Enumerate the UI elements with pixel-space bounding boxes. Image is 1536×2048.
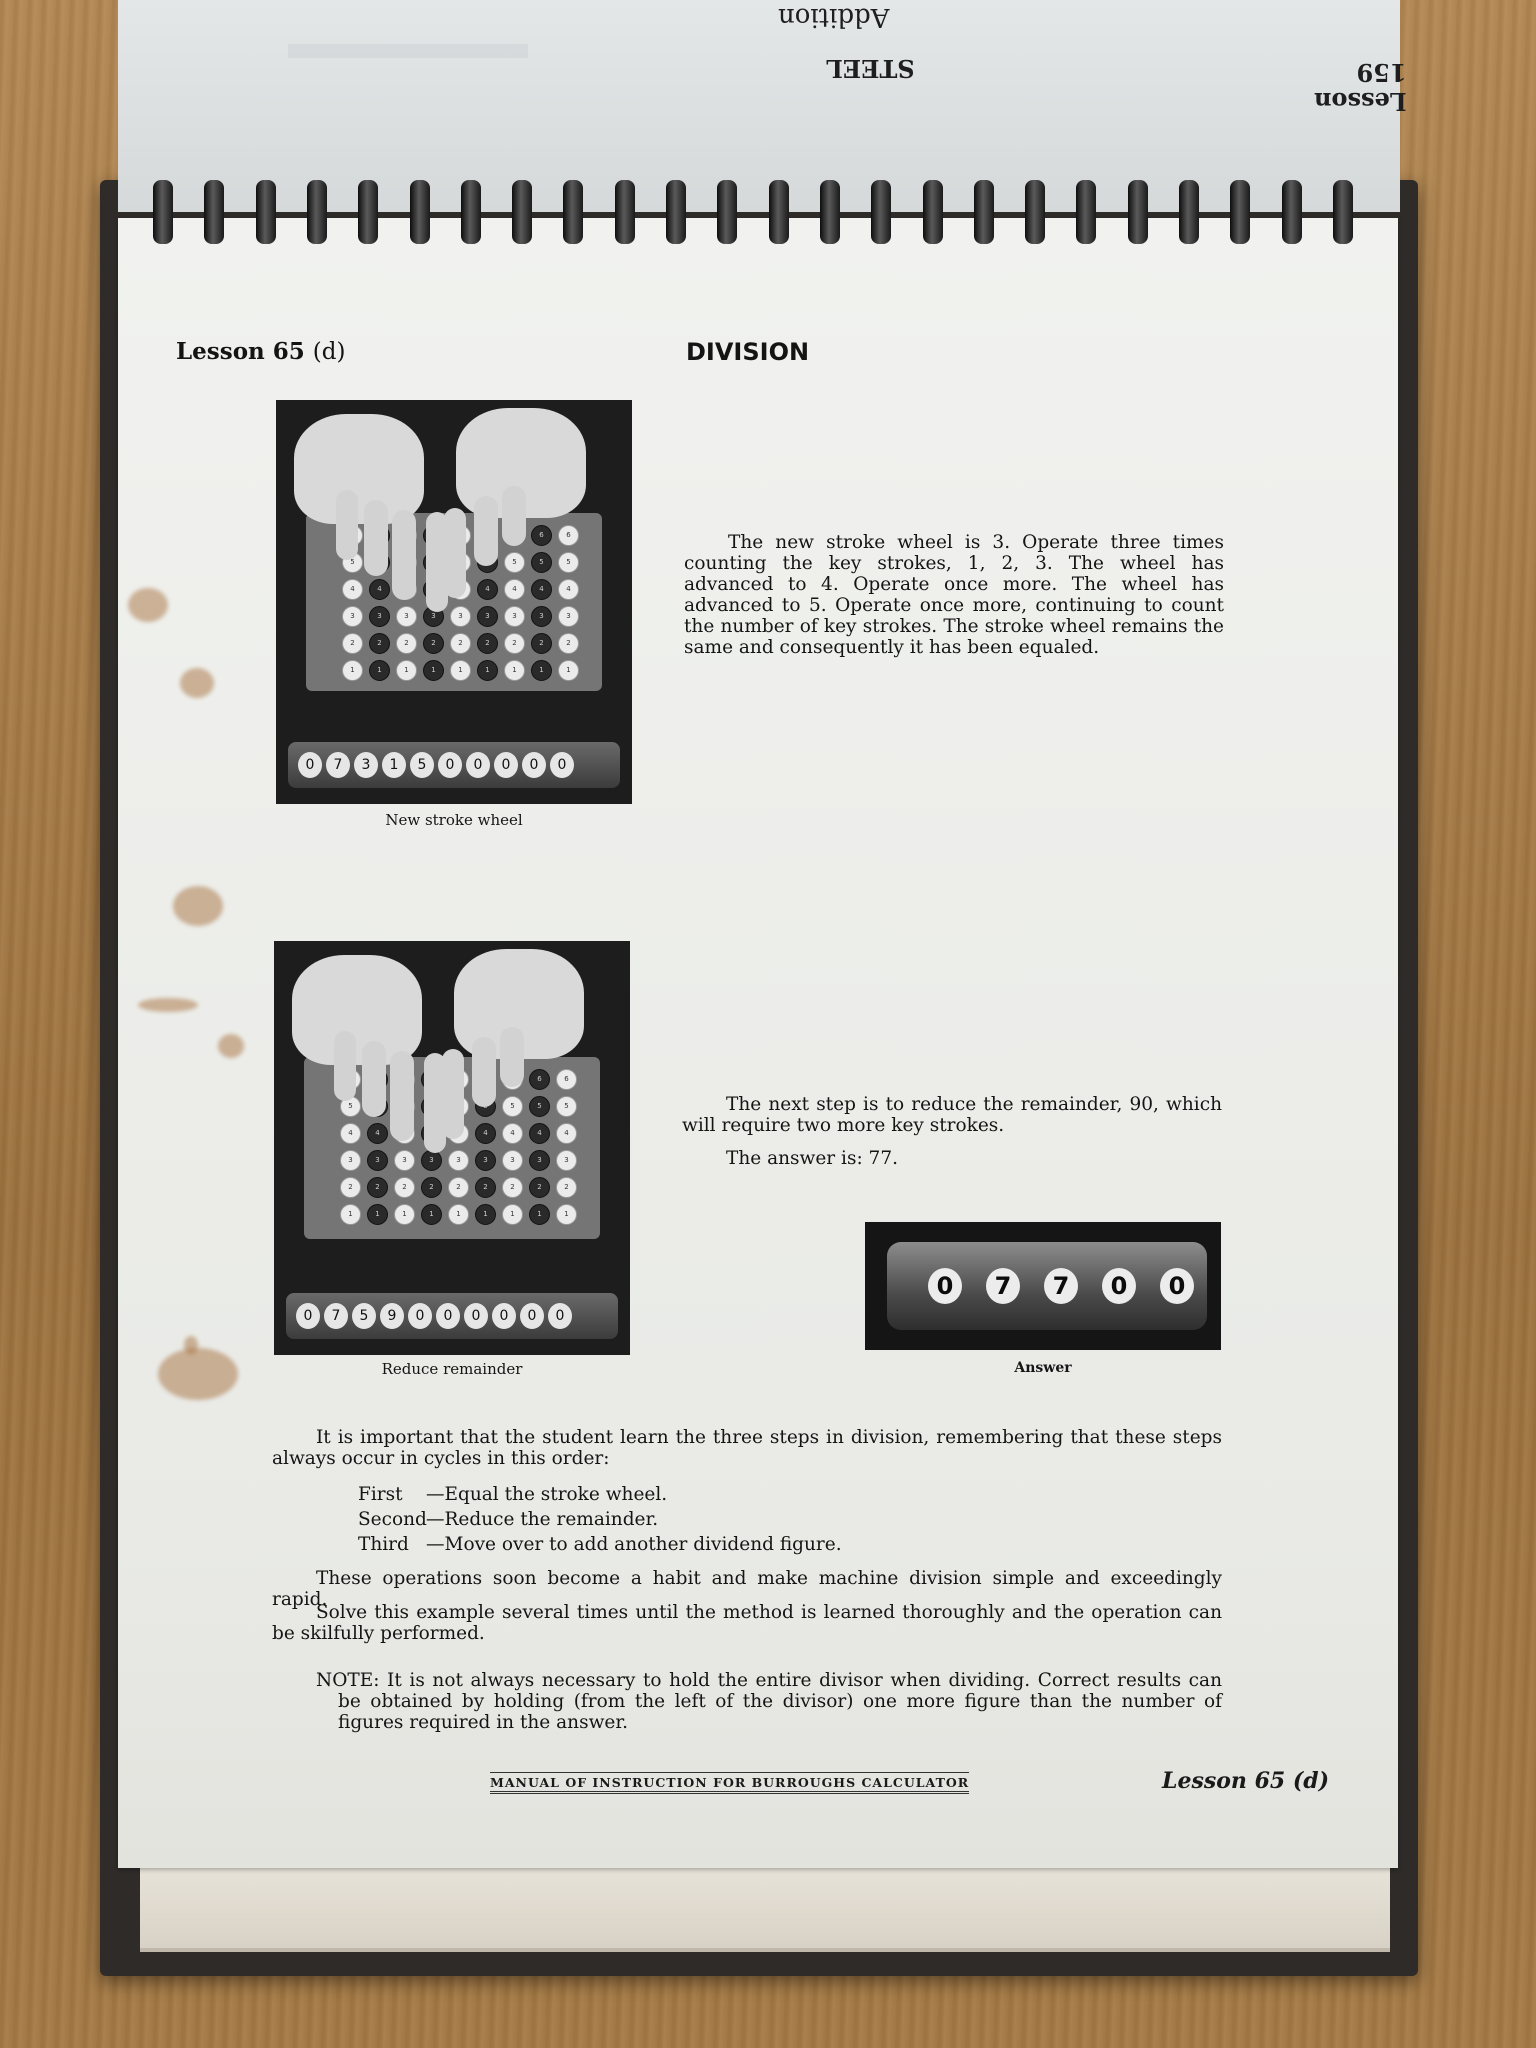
calculator-key: 2	[394, 1177, 415, 1198]
left-hand	[294, 414, 424, 524]
calculator-key: 2	[421, 1177, 442, 1198]
calculator-key: 1	[450, 660, 471, 681]
answer-dial: 7	[1044, 1268, 1078, 1304]
result-dial: 0	[520, 1303, 544, 1329]
calculator-key: 3	[367, 1150, 388, 1171]
answer-dial: 0	[1102, 1268, 1136, 1304]
answer-dial: 0	[928, 1268, 962, 1304]
step-label: First	[358, 1484, 403, 1505]
calculator-key: 3	[423, 606, 444, 627]
finger	[442, 1049, 464, 1139]
spiral-ring	[153, 180, 173, 244]
spiral-binding	[148, 180, 1358, 250]
calculator-key: 2	[342, 633, 363, 654]
calculator-key: 2	[529, 1177, 550, 1198]
step-label: Third	[358, 1534, 409, 1555]
spiral-ring	[769, 180, 789, 244]
calculator-key: 1	[423, 660, 444, 681]
calculator-key: 3	[369, 606, 390, 627]
calculator-key: 1	[342, 660, 363, 681]
finger	[390, 1051, 414, 1141]
calculator-key: 1	[340, 1204, 361, 1225]
paragraph-note: NOTE: It is not always necessary to hold the entire divisor when dividing. Correct results can be obtained by holding (from the left of the divisor) one more figure than the number of figures required in the answer.	[316, 1670, 1222, 1733]
calculator-key: 5	[558, 552, 579, 573]
step-text: —Move over to add another dividend figure.	[426, 1534, 842, 1555]
calculator-key: 2	[558, 633, 579, 654]
calculator-key: 4	[558, 579, 579, 600]
spiral-ring	[615, 180, 635, 244]
finger	[474, 496, 498, 566]
calculator-key: 3	[396, 606, 417, 627]
calculator-key: 4	[529, 1123, 550, 1144]
photo-reduce-remainder	[274, 941, 630, 1355]
result-dial: 0	[492, 1303, 516, 1329]
paragraph-solve: Solve this example several times until the method is learned thoroughly and the operation can be skilfully performed.	[272, 1602, 1222, 1644]
spiral-ring	[256, 180, 276, 244]
finger	[500, 1027, 524, 1087]
calculator-key: 4	[340, 1123, 361, 1144]
stain-mark	[180, 668, 214, 698]
calculator-key: 3	[340, 1150, 361, 1171]
result-dial: 0	[298, 752, 322, 778]
calculator-key: 3	[475, 1150, 496, 1171]
division-step	[358, 1532, 842, 1557]
calculator-key: 4	[504, 579, 525, 600]
spiral-ring	[717, 180, 737, 244]
stain-mark	[128, 588, 168, 622]
result-dial: 0	[438, 752, 462, 778]
top-page-title: Addition	[778, 2, 890, 32]
stain-mark	[138, 998, 198, 1012]
result-dial: 0	[494, 752, 518, 778]
finger	[444, 508, 466, 598]
calculator-key: 3	[394, 1150, 415, 1171]
calculator-key: 6	[531, 525, 552, 546]
division-step	[358, 1507, 842, 1532]
calculator-key: 2	[475, 1177, 496, 1198]
spiral-ring	[410, 180, 430, 244]
faint-bleed-through	[288, 44, 528, 58]
finger	[364, 500, 388, 576]
result-dial: 0	[296, 1303, 320, 1329]
step-text: —Reduce the remainder.	[426, 1509, 659, 1530]
calculator-key: 4	[342, 579, 363, 600]
calculator-key: 2	[477, 633, 498, 654]
calculator-key: 1	[558, 660, 579, 681]
spiral-ring	[1333, 180, 1353, 244]
calculator-key: 5	[531, 552, 552, 573]
calculator-key: 3	[450, 606, 471, 627]
calculator-key: 1	[556, 1204, 577, 1225]
result-dial: 0	[466, 752, 490, 778]
calculator-key: 3	[421, 1150, 442, 1171]
calculator-key: 1	[531, 660, 552, 681]
calculator-key: 3	[529, 1150, 550, 1171]
result-dial: 3	[354, 752, 378, 778]
answer-dial: 0	[1160, 1268, 1194, 1304]
calculator-key: 1	[367, 1204, 388, 1225]
caption-answer: Answer	[1014, 1360, 1072, 1376]
calculator-key: 1	[502, 1204, 523, 1225]
calculator-key: 4	[477, 579, 498, 600]
calculator-key: 2	[450, 633, 471, 654]
calculator-key: 4	[369, 579, 390, 600]
calculator-key: 2	[367, 1177, 388, 1198]
spiral-ring	[1179, 180, 1199, 244]
calculator-key: 2	[396, 633, 417, 654]
result-dial: 0	[548, 1303, 572, 1329]
result-dial: 0	[550, 752, 574, 778]
calculator-key: 6	[558, 525, 579, 546]
calculator-key: 1	[448, 1204, 469, 1225]
photo-new-stroke-wheel	[276, 400, 632, 804]
division-step	[358, 1482, 842, 1507]
calculator-key: 3	[556, 1150, 577, 1171]
calculator-key: 3	[342, 606, 363, 627]
result-dial: 9	[380, 1303, 404, 1329]
calculator-key: 5	[502, 1096, 523, 1117]
calculator-key: 2	[504, 633, 525, 654]
calculator-key: 2	[502, 1177, 523, 1198]
finger	[334, 1031, 356, 1101]
calculator-key: 3	[558, 606, 579, 627]
calculator-key: 2	[423, 633, 444, 654]
result-dial: 7	[324, 1303, 348, 1329]
caption-new-stroke-wheel: New stroke wheel	[385, 811, 523, 829]
paragraph-next-step: The next step is to reduce the remainder, 90, which will require two more key strokes. The answer is: 77.	[682, 1094, 1222, 1169]
calculator-key: 4	[475, 1123, 496, 1144]
spiral-ring	[871, 180, 891, 244]
calculator-key: 5	[556, 1096, 577, 1117]
calculator-key: 2	[340, 1177, 361, 1198]
spiral-ring	[307, 180, 327, 244]
calculator-key: 1	[504, 660, 525, 681]
result-dial: 5	[410, 752, 434, 778]
footer-manual-title: MANUAL OF INSTRUCTION FOR BURROUGHS CALCULATOR	[490, 1772, 969, 1794]
answer-line: The answer is: 77.	[726, 1148, 898, 1169]
calculator-key: 3	[531, 606, 552, 627]
page-stack-edge	[140, 1860, 1390, 1952]
result-dial: 5	[352, 1303, 376, 1329]
division-steps-list	[358, 1482, 842, 1557]
result-dial: 7	[326, 752, 350, 778]
top-page-lesson: Lesson 159	[1314, 58, 1407, 116]
calculator-key: 1	[475, 1204, 496, 1225]
calculator-key: 2	[556, 1177, 577, 1198]
calculator-key: 2	[531, 633, 552, 654]
calculator-key: 4	[367, 1123, 388, 1144]
paragraph-stroke-wheel: The new stroke wheel is 3. Operate three times counting the key strokes, 1, 2, 3. The wheel has advanced to 4. Operate once more. The wheel has advanced to 5. Operate once more, continuing to count the number of key strokes. The stroke wheel remains the same and consequently it has been equaled.	[684, 532, 1224, 658]
spiral-ring	[1282, 180, 1302, 244]
spiral-ring	[923, 180, 943, 244]
finger	[472, 1037, 496, 1107]
finger	[362, 1041, 386, 1117]
result-dial: 1	[382, 752, 406, 778]
calculator-key: 4	[502, 1123, 523, 1144]
spiral-ring	[512, 180, 532, 244]
spiral-ring	[1025, 180, 1045, 244]
calculator-key: 1	[369, 660, 390, 681]
step-label: Second	[358, 1509, 427, 1530]
spiral-ring	[974, 180, 994, 244]
footer-lesson: Lesson 65 (d)	[1162, 1768, 1330, 1794]
left-hand	[292, 955, 422, 1065]
calculator-key: 1	[421, 1204, 442, 1225]
caption-reduce-remainder: Reduce remainder	[381, 1360, 523, 1378]
lesson-header	[176, 338, 345, 365]
calculator-key: 1	[394, 1204, 415, 1225]
spiral-ring	[461, 180, 481, 244]
calculator-key: 2	[369, 633, 390, 654]
calculator-key: 3	[477, 606, 498, 627]
calculator-key: 6	[529, 1069, 550, 1090]
calculator-key: 5	[342, 552, 363, 573]
calculator-key: 3	[502, 1150, 523, 1171]
calculator-key: 1	[396, 660, 417, 681]
stain-mark	[158, 1348, 238, 1400]
calculator-key: 1	[477, 660, 498, 681]
spiral-ring	[1128, 180, 1148, 244]
spiral-ring	[358, 180, 378, 244]
calculator-key: 6	[556, 1069, 577, 1090]
lesson-number: Lesson 65	[176, 338, 305, 365]
calculator-key: 3	[448, 1150, 469, 1171]
stain-mark	[173, 886, 223, 926]
result-dial: 0	[522, 752, 546, 778]
result-dial: 0	[436, 1303, 460, 1329]
finger	[392, 510, 416, 600]
calculator-key: 5	[340, 1096, 361, 1117]
calculator-key: 5	[529, 1096, 550, 1117]
spiral-ring	[1230, 180, 1250, 244]
calculator-key: 4	[556, 1123, 577, 1144]
step-text: —Equal the stroke wheel.	[426, 1484, 668, 1505]
calculator-key: 2	[448, 1177, 469, 1198]
photo-answer	[865, 1222, 1221, 1350]
spiral-ring	[1076, 180, 1096, 244]
page-title: DIVISION	[686, 338, 810, 366]
result-dial: 0	[408, 1303, 432, 1329]
finger	[336, 490, 358, 560]
stain-mark	[218, 1034, 244, 1058]
calculator-key: 4	[531, 579, 552, 600]
spiral-ring	[204, 180, 224, 244]
calculator-key: 1	[529, 1204, 550, 1225]
spiral-ring	[666, 180, 686, 244]
spiral-ring	[563, 180, 583, 244]
result-dial: 0	[464, 1303, 488, 1329]
paragraph-habit: These operations soon become a habit and make machine division simple and exceedingly rapid.	[272, 1568, 1222, 1610]
spiral-ring	[820, 180, 840, 244]
top-page-subtitle: STEEL	[826, 54, 915, 83]
paragraph-important: It is important that the student learn the three steps in division, remembering that these steps always occur in cycles in this order:	[272, 1427, 1222, 1469]
answer-dial: 7	[986, 1268, 1020, 1304]
calculator-key: 3	[504, 606, 525, 627]
calculator-key: 5	[504, 552, 525, 573]
finger	[502, 486, 526, 546]
lesson-part: (d)	[312, 339, 346, 365]
